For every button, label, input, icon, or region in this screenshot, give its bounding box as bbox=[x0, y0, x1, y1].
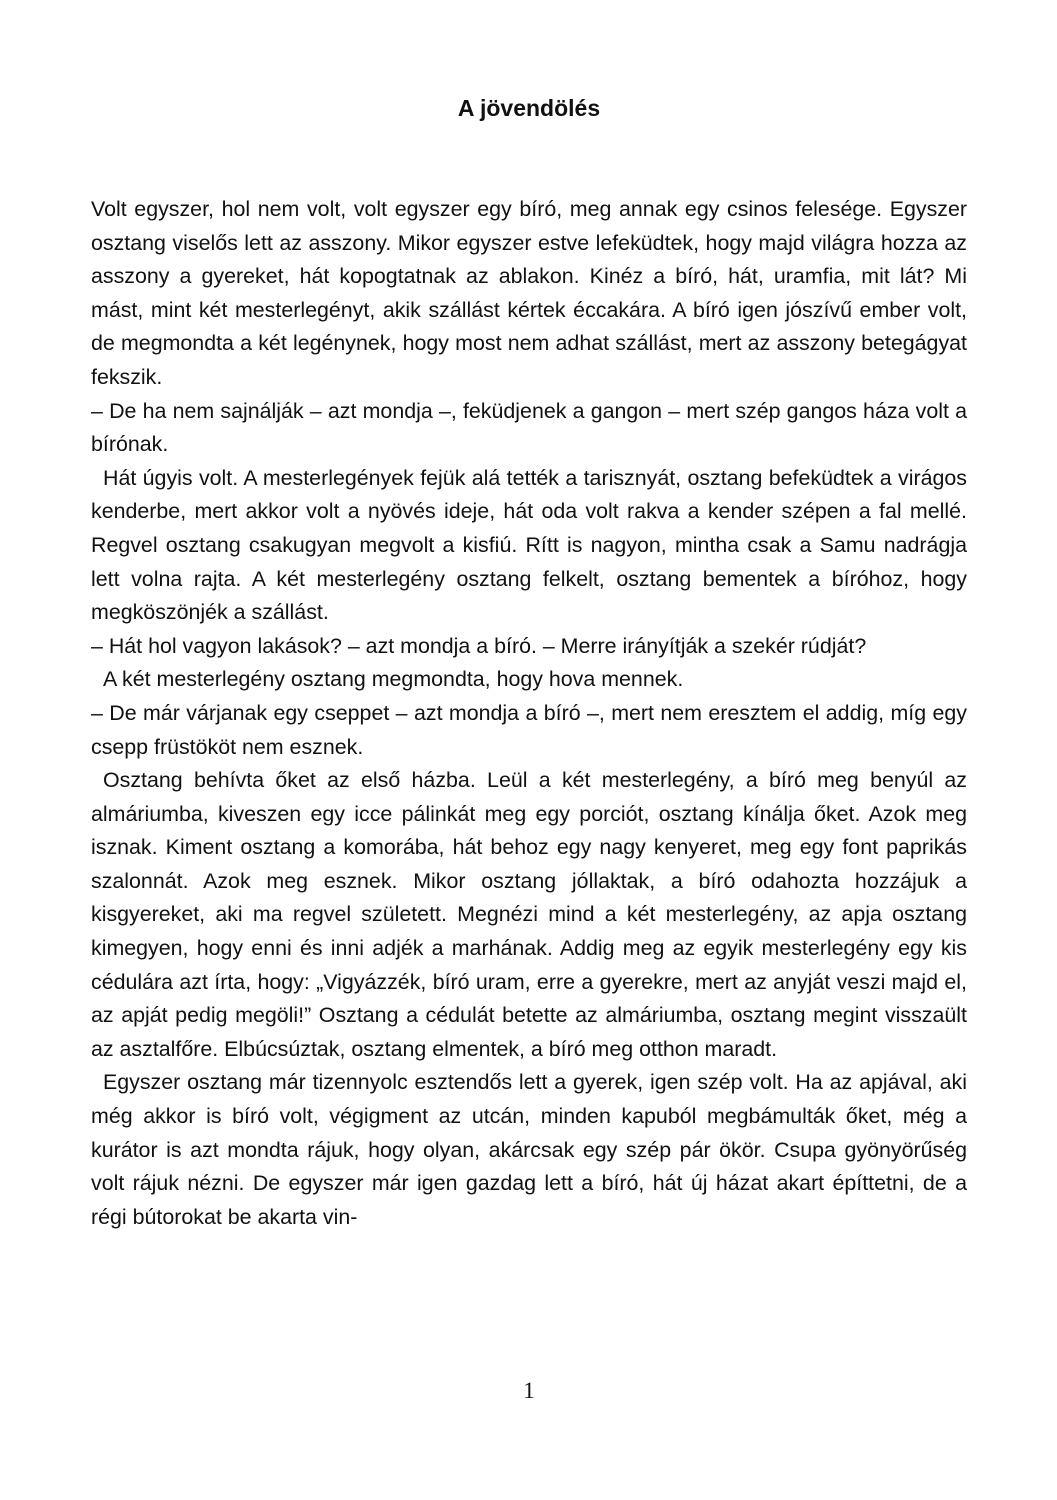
paragraph-5: A két mesterlegény osztang megmondta, hogy hova mennek. bbox=[103, 667, 684, 692]
paragraph-4: – Hát hol vagyon lakások? – azt mondja a bíró. – Merre irányítják a szekér rúdját? bbox=[91, 633, 867, 658]
paragraph-2: – De ha nem sajnálják – azt mondja –, feküdjenek a gangon – mert szép gangos háza volt a bírónak. bbox=[91, 398, 967, 457]
paragraph-1: Volt egyszer, hol nem volt, volt egyszer egy bíró, meg annak egy csinos felesége. Egyszer osztang viselős lett az asszony. Mikor egyszer estve lefeküdtek, hogy majd világra hozza az asszony a gyereket, hát kopogtatnak az ablakon. Kinéz a bíró, hát, uramfia, mit lát? Mi mást, mint két mesterlegényt, akik szállást kértek éccakára. A bíró igen jószívű ember volt, de megmondta a két legénynek, hogy most nem adhat szállást, mert az asszony betegágyat fekszik. bbox=[91, 197, 967, 389]
paragraph-6: – De már várjanak egy cseppet – azt mondja a bíró –, mert nem eresztem el addig, míg egy csepp früstököt nem esznek. bbox=[91, 700, 967, 759]
story-text bbox=[91, 193, 967, 1234]
paragraph-3: Hát úgyis volt. A mesterlegények fejük alá tették a tarisznyát, osztang befeküdtek a virágos kenderbe, mert akkor volt a nyövés ideje, hát oda volt rakva a kender szépen a fal mellé. Regvel osztang csakugyan megvolt a kisfiú. Rítt is nagyon, mintha csak a Samu nadrágja lett volna rajta. A két mesterlegény osztang felkelt, osztang bementek a bíróhoz, hogy megköszönjék a szállást. bbox=[91, 465, 967, 625]
paragraph-8: Egyszer osztang már tizennyolc esztendős lett a gyerek, igen szép volt. Ha az apjával, aki még akkor is bíró volt, végigment az utcán, minden kapuból megbámulták őket, még a kurátor is azt mondta rájuk, hogy olyan, akárcsak egy szép pár ökör. Csupa gyönyörűség volt rájuk nézni. De egyszer már igen gazdag lett a bíró, hát új házat akart építtetni, de a régi bútorokat be akarta vin- bbox=[91, 1070, 967, 1229]
page-number: 1 bbox=[523, 1378, 535, 1403]
page-title: A jövendölés bbox=[457, 95, 601, 121]
document-page bbox=[91, 0, 967, 1500]
paragraph-7: Osztang behívta őket az első házba. Leül a két mesterlegény, a bíró meg benyúl az almáriumba, kiveszen egy icce pálinkát meg egy porciót, osztang kínálja őket. Azok meg isznak. Kiment osztang a komorába, hát behoz egy nagy kenyeret, meg egy font paprikás szalonnát. Azok meg esznek. Mikor osztang jóllaktak, a bíró odahozta hozzájuk a kisgyereket, aki ma regvel született. Megnézi mind a két mesterlegény, az apja osztang kimegyen, hogy enni és inni adjék a marhának. Addig meg az egyik mesterlegény egy kis cédulára azt írta, hogy: „Vigyázzék, bíró uram, erre a gyerekre, mert az anyját veszi majd el, az apját pedig megöli!” Osztang a cédulát betette az almáriumba, osztang megint visszaült az asztalfőre. Elbúcsúztak, osztang elmentek, a bíró meg otthon maradt. bbox=[91, 768, 967, 1061]
